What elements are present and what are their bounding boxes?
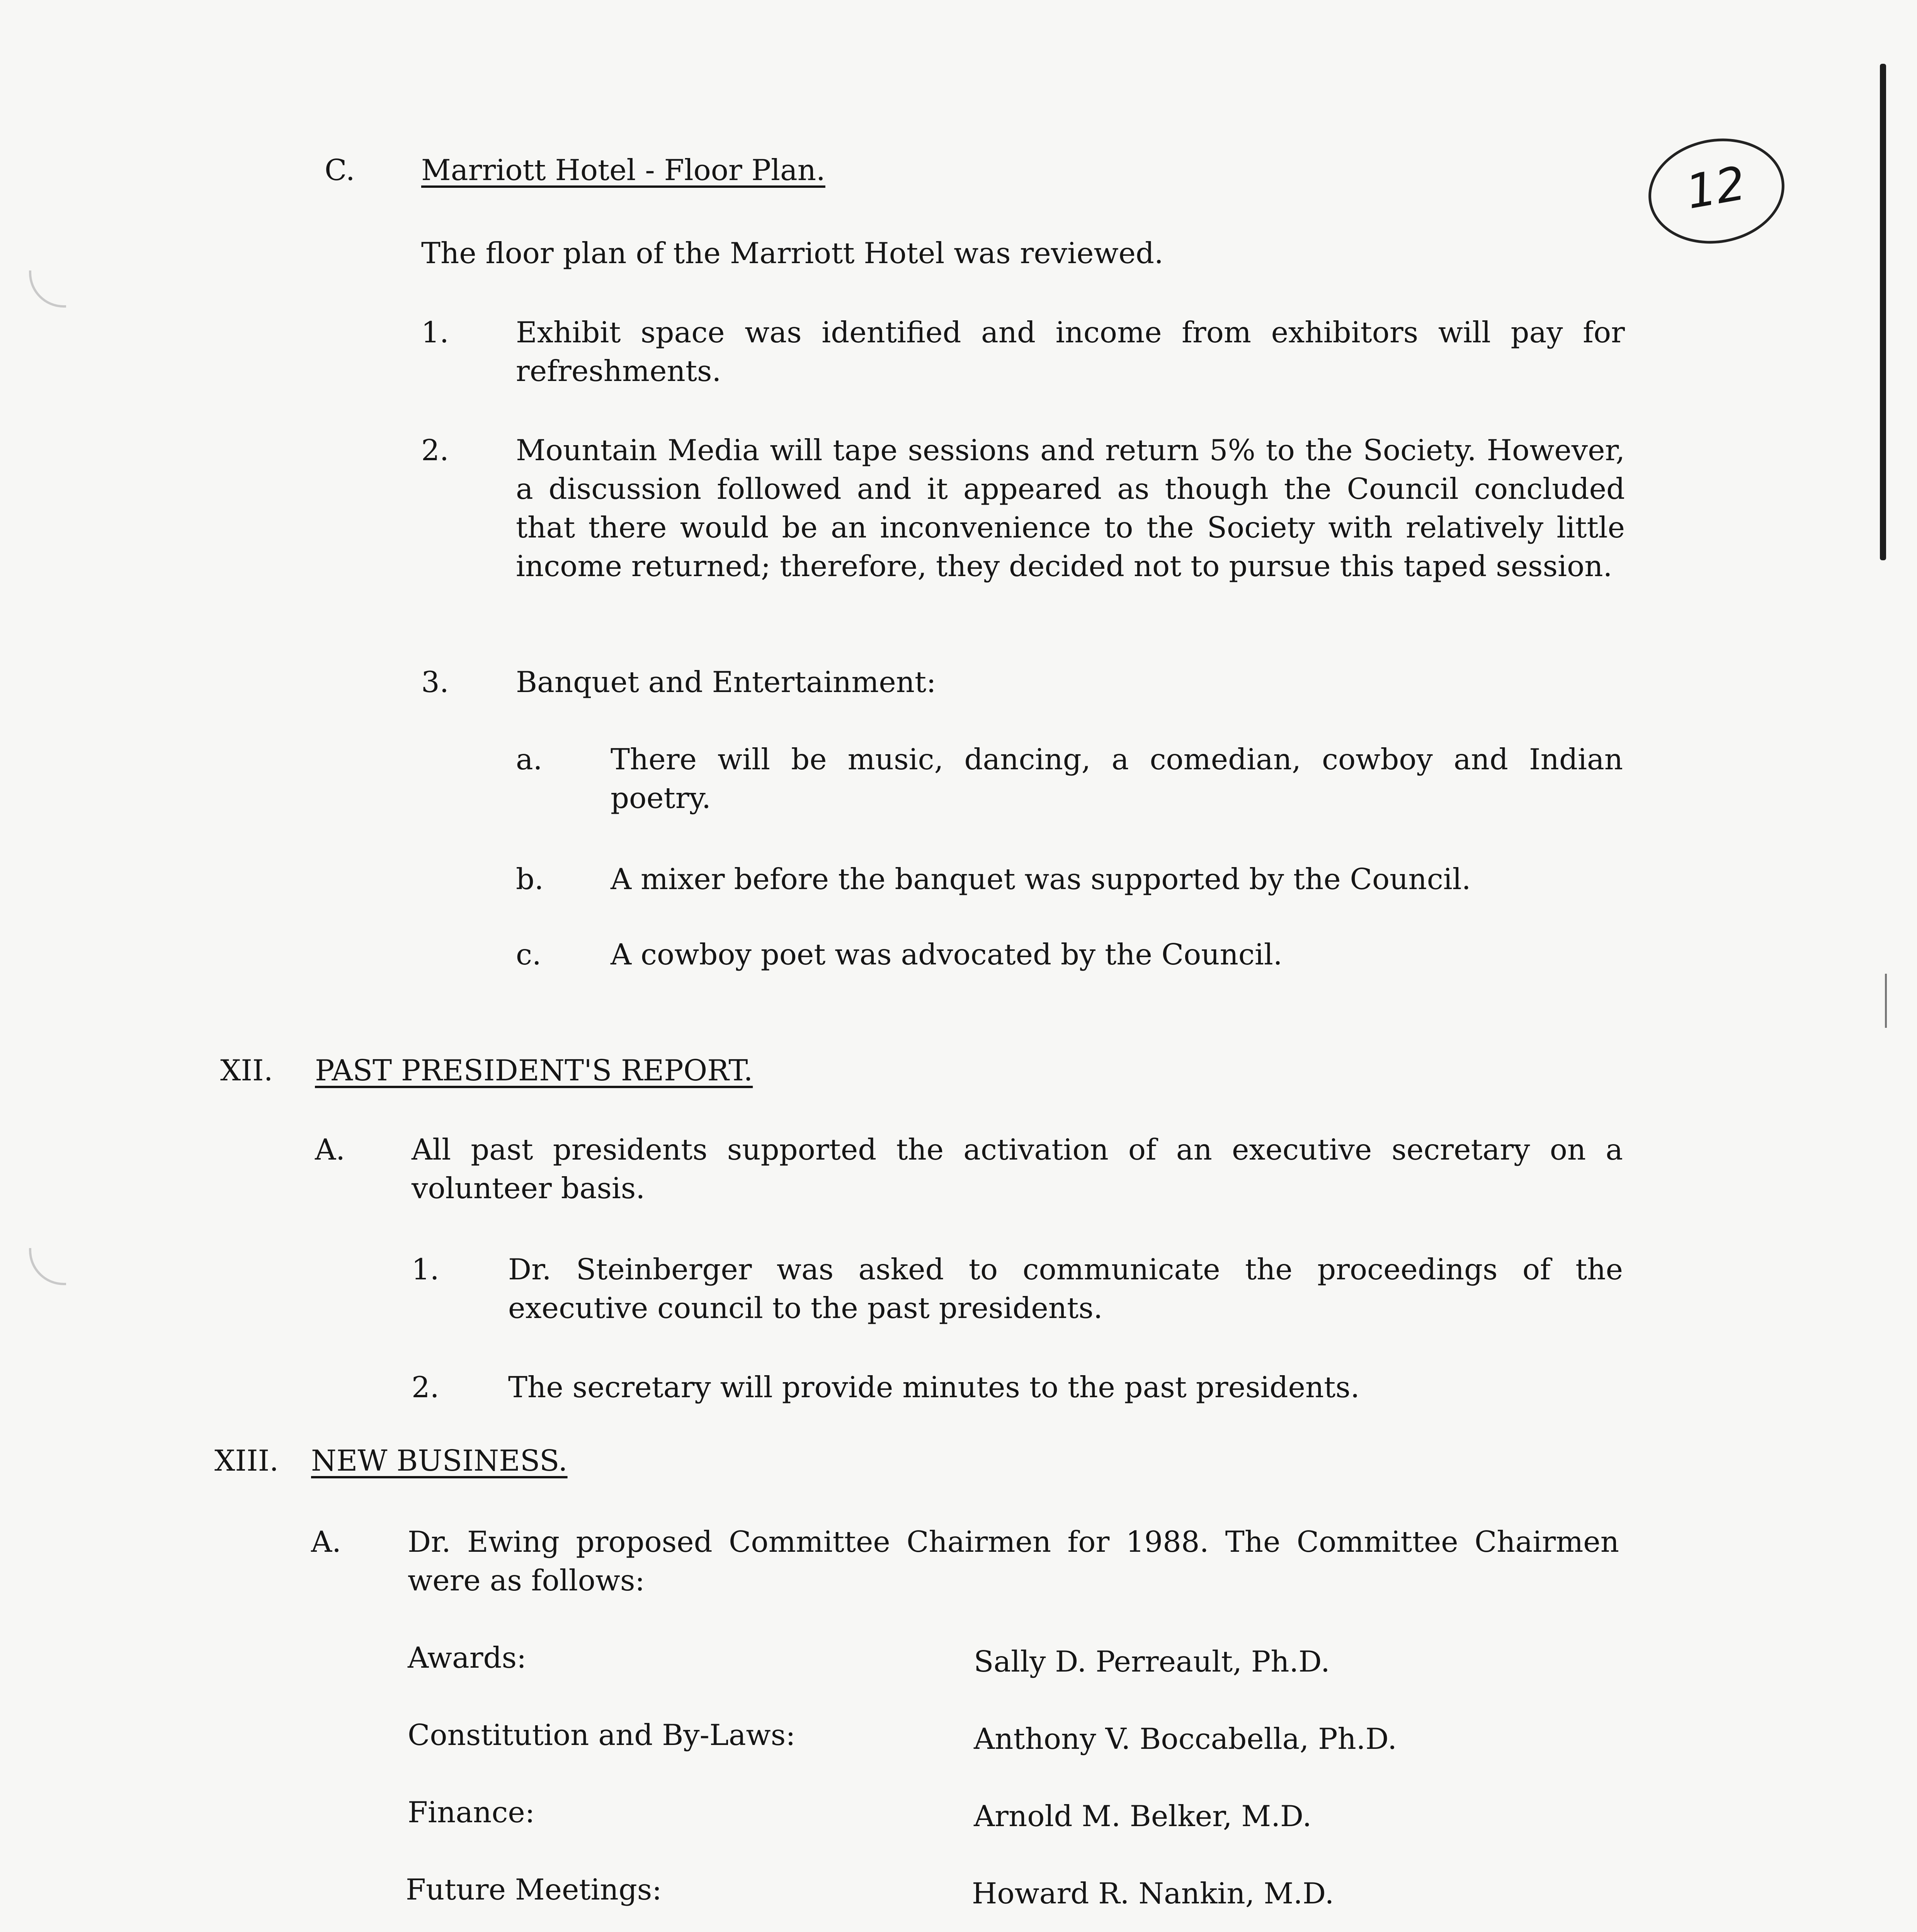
- committee-label: Finance:: [408, 1795, 535, 1829]
- chairman-name: Anthony V. Boccabella, Ph.D.: [974, 1722, 1397, 1756]
- section-c-item-text: Exhibit space was identified and income from exhibitors will pay for refreshments.: [516, 315, 1625, 388]
- banquet-subitem-letter: c.: [516, 937, 541, 971]
- section-c-letter: C.: [325, 153, 355, 187]
- committee-label: Constitution and By-Laws:: [408, 1718, 796, 1752]
- section-xiii-item-text: Dr. Ewing proposed Committee Chairmen for 1988. The Committee Chairmen were as follows:: [408, 1525, 1619, 1597]
- section-xii-subitem-text: The secretary will provide minutes to the past presidents.: [508, 1370, 1360, 1404]
- section-xiii-title: NEW BUSINESS.: [311, 1444, 568, 1478]
- chairman-name: Sally D. Perreault, Ph.D.: [974, 1645, 1330, 1679]
- section-c-intro: The floor plan of the Marriott Hotel was reviewed.: [421, 236, 1163, 270]
- binder-hole-mark: [29, 270, 66, 308]
- committee-label: Future Meetings:: [406, 1872, 662, 1906]
- banquet-subitem-text: A mixer before the banquet was supported by the Council.: [611, 862, 1471, 896]
- scan-edge-tick: [1885, 974, 1887, 1028]
- section-c-title: Marriott Hotel - Floor Plan.: [421, 153, 825, 187]
- section-c-item-number: 1.: [421, 315, 449, 349]
- section-xii-item-letter: A.: [315, 1133, 345, 1167]
- binder-hole-mark: [29, 1248, 66, 1285]
- banquet-subitem-letter: b.: [516, 862, 544, 896]
- section-xii-numeral: XII.: [220, 1053, 273, 1087]
- chairman-name: Howard R. Nankin, M.D.: [972, 1876, 1334, 1910]
- committee-label: Awards:: [408, 1641, 527, 1675]
- section-c-item-number: 2.: [421, 433, 449, 467]
- section-c-item-text: Mountain Media will tape sessions and return 5% to the Society. However, a discussion followed and it appeared as though the Council concluded that there would be an inconvenience to the Society with relatively little income returned; therefore, they decided not to pursue this taped session.: [516, 433, 1625, 583]
- chairman-name: Arnold M. Belker, M.D.: [974, 1799, 1312, 1833]
- handwritten-page-number-text: 12: [1682, 156, 1750, 220]
- section-xiii-item-letter: A.: [311, 1525, 342, 1559]
- handwritten-page-number: [1640, 128, 1793, 254]
- section-xii-subitem-number: 1.: [412, 1252, 439, 1286]
- banquet-subitem-letter: a.: [516, 742, 543, 776]
- banquet-subitem-text: There will be music, dancing, a comedian, cowboy and Indian poetry.: [611, 742, 1623, 815]
- banquet-subitem-text: A cowboy poet was advocated by the Council.: [611, 937, 1283, 971]
- section-xii-title: PAST PRESIDENT'S REPORT.: [315, 1053, 753, 1087]
- section-xiii-numeral: XIII.: [214, 1444, 279, 1478]
- section-c-item-text: Banquet and Entertainment:: [516, 665, 936, 699]
- section-xii-subitem-text: Dr. Steinberger was asked to communicate the proceedings of the executive council to the past presidents.: [508, 1252, 1623, 1325]
- scan-edge-bar: [1880, 64, 1886, 560]
- section-xii-subitem-number: 2.: [412, 1370, 439, 1404]
- section-c-item-number: 3.: [421, 665, 449, 699]
- section-xii-item-text: All past presidents supported the activation of an executive secretary on a volunteer basis.: [412, 1133, 1623, 1205]
